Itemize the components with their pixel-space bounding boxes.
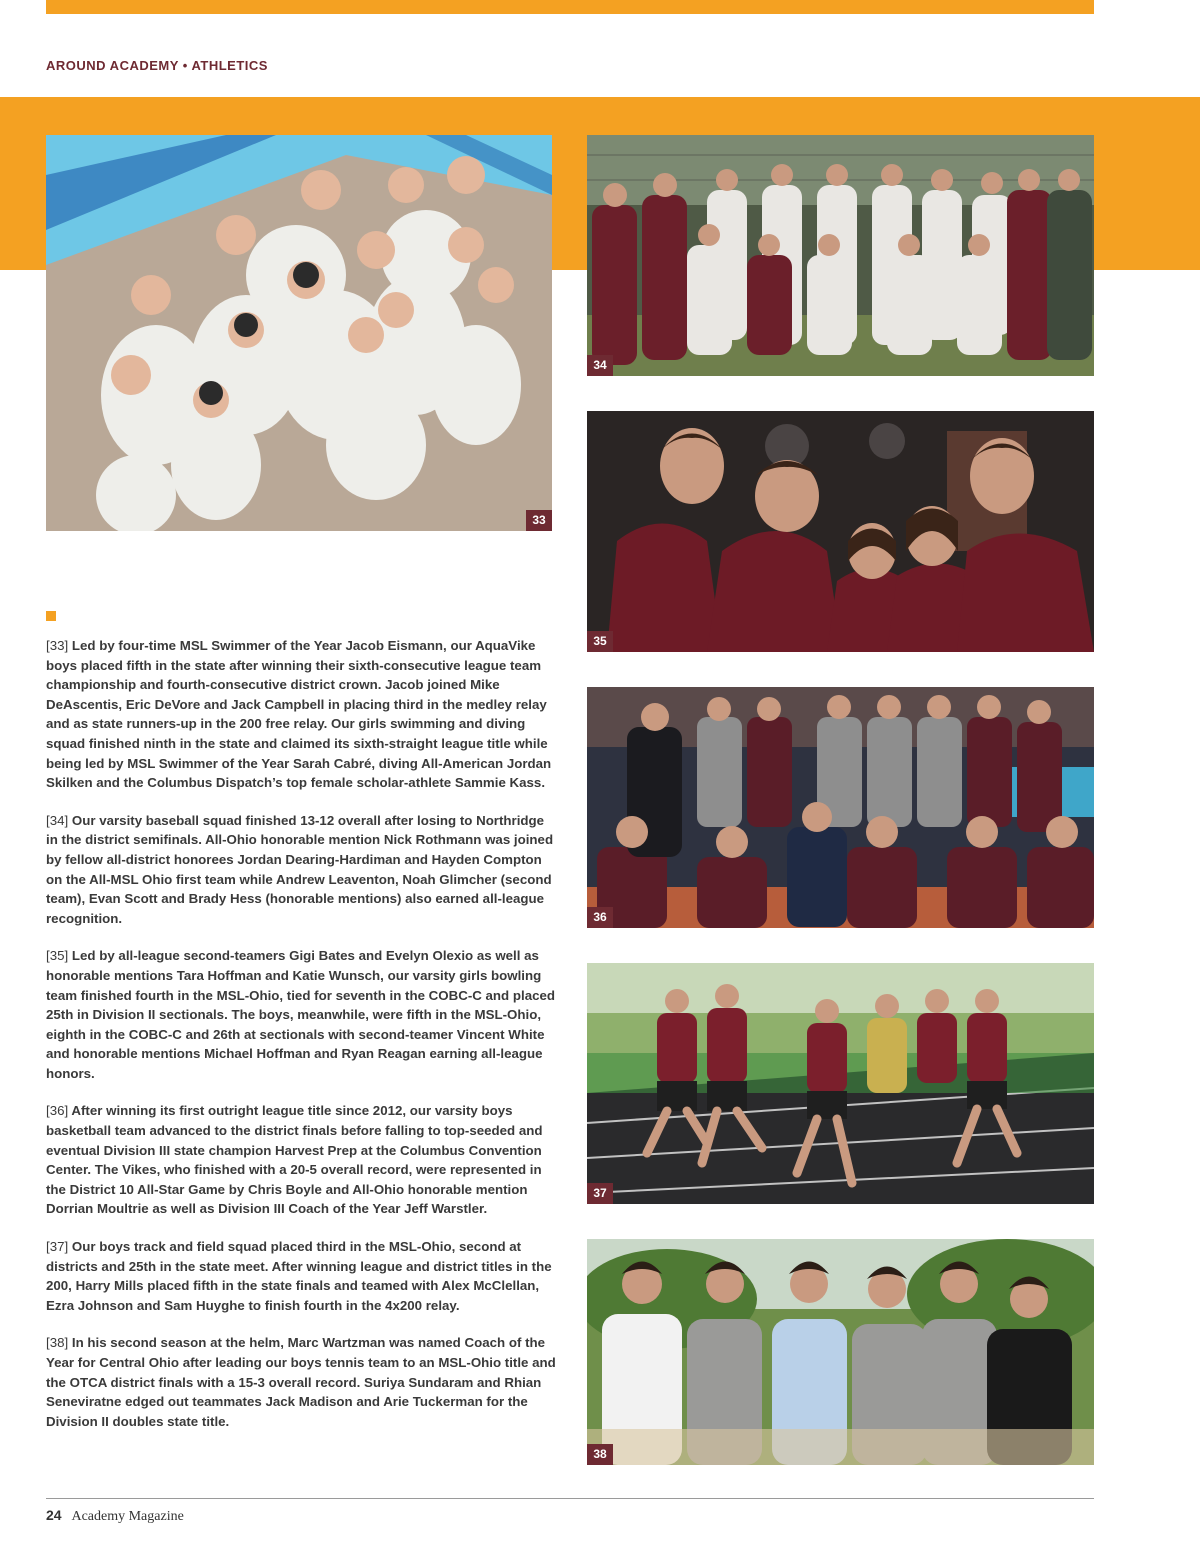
photo-ref: [33]: [46, 638, 69, 653]
photo-number: 35: [587, 631, 613, 652]
photo-ref: [36]: [46, 1103, 69, 1119]
paragraph-text: Our varsity baseball squad finished 13-12 overall after losing to Northridge in the district semifinals. All-Ohio honorable mention Nick Rothmann was joined by fellow all-district honorees Jordan Dearing-Hardiman and Hayden Compton on the All-MSL Ohio first team while Andrew Leaventon, Noah Glimcher (second team), Evan Scott and Brady Hess (honorable mentions) also earned all-league recognition.: [46, 812, 554, 926]
footer: [46, 1507, 184, 1525]
top-accent-bar: [46, 0, 1094, 14]
page-number: 24: [46, 1507, 62, 1523]
paragraph-text: Our boys track and field squad placed third in the MSL-Ohio, second at districts and 25th in the state meet. After winning league and district titles in the 200, Harry Mills placed fifth in the state finals and teamed with Alex McClellan, Ezra Johnson and Sam Huyghe to finish fourth in the 4x200 relay.: [46, 1239, 552, 1313]
photo-track-team: [587, 963, 1094, 1204]
footer-rule: [46, 1498, 1094, 1499]
photo-number: 37: [587, 1183, 613, 1204]
photo-tennis-team: [587, 1239, 1094, 1465]
article-paragraph: [46, 946, 556, 1083]
photo-number: 34: [587, 355, 613, 376]
article-paragraph: [46, 1333, 556, 1431]
photo-swim-team: [46, 135, 552, 531]
article-body: [46, 636, 556, 1449]
magazine-name: Academy Magazine: [71, 1509, 184, 1524]
paragraph-text: After winning its first outright league title since 2012, our varsity boys basketball team advanced to the district finals before falling to top-seeded and eventual Division III state champion Harvest Prep at the Columbus Convention Center. The Vikes, who finished with a 20-5 overall record, were represented in the District 10 All-Star Game by Chris Boyle and All-Ohio honorable mention Dorrian Moultrie as well as Division III Coach of the Year Jeff Warstler.: [46, 1103, 543, 1217]
article-paragraph: [46, 811, 556, 929]
photo-basketball-team: [587, 687, 1094, 928]
article-paragraph: [46, 636, 556, 793]
photo-ref: [37]: [46, 1239, 69, 1255]
photo-bowling-team: [587, 411, 1094, 652]
paragraph-text: In his second season at the helm, Marc Wartzman was named Coach of the Year for Central Ohio after leading our boys tennis team to an MSL-Ohio title and the OTCA district finals with a 15-3 overall record. Suriya Sundaram and Rhian Seneviratne edged out teammates Jack Madison and Arie Tuckerman for the Division II doubles state title.: [46, 1335, 556, 1429]
paragraph-text: Led by all-league second-teamers Gigi Bates and Evelyn Olexio as well as honorable mentions Tara Hoffman and Katie Wunsch, our varsity girls bowling team finished fourth in the MSL-Ohio, tied for seventh in the COBC-C and placed 25th in Division II sectionals. The boys, meanwhile, were fifth in the MSL-Ohio, eighth in the COBC-C and 26th at sectionals with second-teamer Vincent White and honorable mentions Michael Hoffman and Ryan Reagan earning all-league honors.: [46, 948, 555, 1081]
section-bullet: [46, 611, 56, 621]
photo-number: 38: [587, 1444, 613, 1465]
photo-ref: [38]: [46, 1335, 69, 1351]
photo-ref: [35]: [46, 948, 69, 964]
article-paragraph: [46, 1101, 556, 1219]
photo-ref: [34]: [46, 812, 69, 828]
photo-baseball-team: [587, 135, 1094, 376]
photo-number: 36: [587, 907, 613, 928]
section-label: AROUND ACADEMY • ATHLETICS: [46, 58, 268, 73]
photo-number: 33: [526, 510, 552, 531]
paragraph-text: Led by four-time MSL Swimmer of the Year Jacob Eismann, our AquaVike boys placed fifth in the state after winning their sixth-consecutive league team championship and fourth-consecutive district crown. Jacob joined Mike DeAscentis, Eric DeVore and Jack Campbell in placing third in the medley relay and as state runners-up in the 200 free relay. Our girls swimming and diving squad finished ninth in the state and claimed its sixth-straight league title while being led by MSL Swimmer of the Year Sarah Cabré, diving All-American Jordan Skilken and the Columbus Dispatch’s top female scholar-athlete Sammie Kass.: [46, 638, 552, 791]
article-paragraph: [46, 1237, 556, 1315]
